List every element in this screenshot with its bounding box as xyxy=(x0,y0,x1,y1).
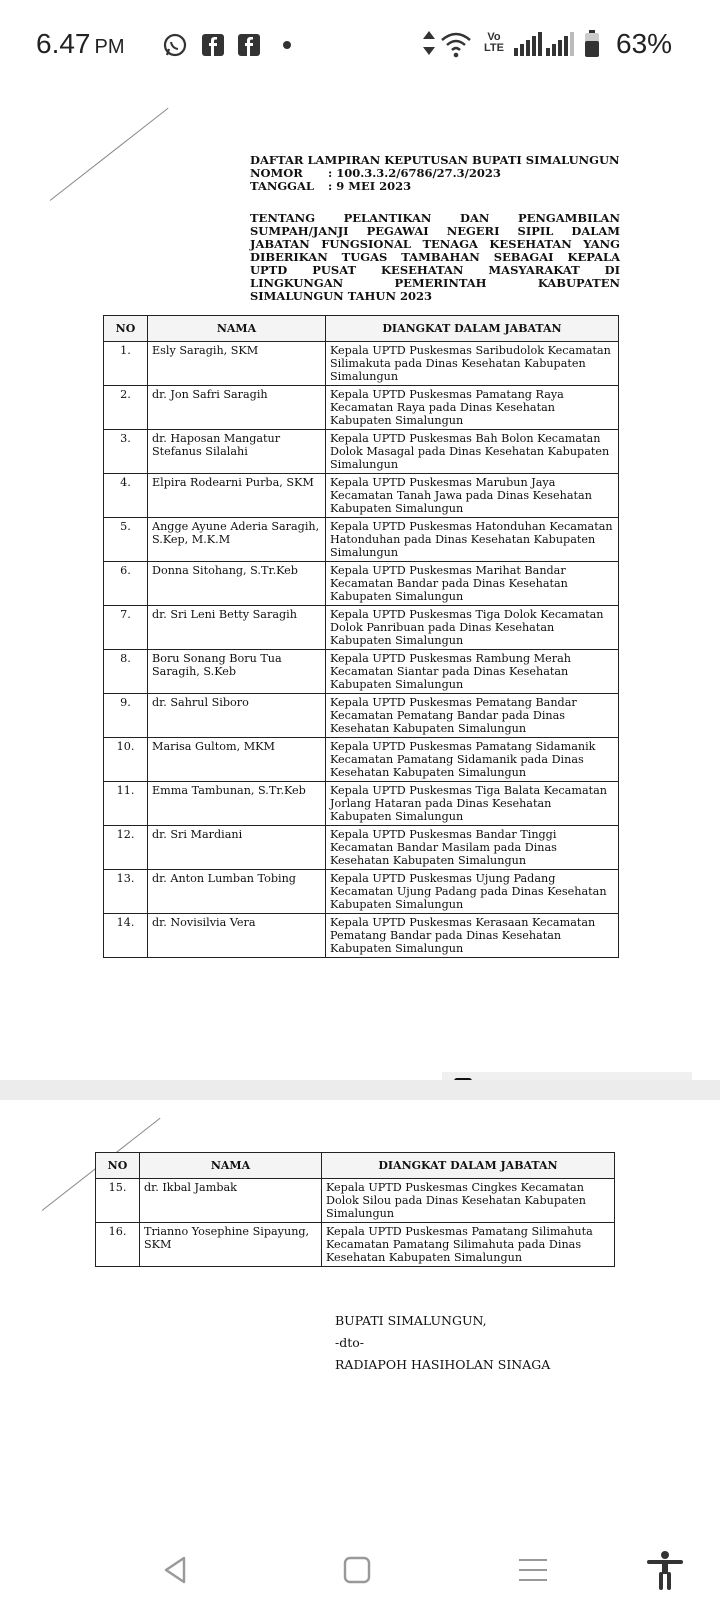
cell-no: 2. xyxy=(104,386,148,430)
cell-no: 9. xyxy=(104,694,148,738)
table-row xyxy=(104,606,619,650)
cell-jabatan: Kepala UPTD Puskesmas Rambung Merah Kecamatan Siantar pada Dinas Kesehatan Kabupaten Simalungun xyxy=(326,650,619,694)
table-row xyxy=(96,1179,615,1223)
table-header-row xyxy=(104,316,619,342)
home-button[interactable] xyxy=(332,1540,382,1600)
cell-no: 15. xyxy=(96,1179,140,1223)
signature-office: BUPATI SIMALUNGUN, xyxy=(335,1313,487,1328)
cell-jabatan: Kepala UPTD Puskesmas Marihat Bandar Kecamatan Bandar pada Dinas Kesehatan Kabupaten Simalungun xyxy=(326,562,619,606)
column-header-nama: NAMA xyxy=(140,1153,322,1179)
cell-jabatan: Kepala UPTD Puskesmas Ujung Padang Kecamatan Ujung Padang pada Dinas Kesehatan Kabupaten Simalungun xyxy=(326,870,619,914)
cell-nama: Angge Ayune Aderia Saragih, S.Kep, M.K.M xyxy=(148,518,326,562)
cell-jabatan: Kepala UPTD Puskesmas Saribudolok Kecamatan Silimakuta pada Dinas Kesehatan Kabupaten Simalungun xyxy=(326,342,619,386)
signal-icon xyxy=(514,32,542,56)
cell-nama: Elpira Rodearni Purba, SKM xyxy=(148,474,326,518)
table-row xyxy=(104,342,619,386)
cell-nama: Donna Sitohang, S.Tr.Keb xyxy=(148,562,326,606)
cell-jabatan: Kepala UPTD Puskesmas Cingkes Kecamatan Dolok Silou pada Dinas Kesehatan Kabupaten Simalungun xyxy=(322,1179,615,1223)
signature-mark: -dto- xyxy=(335,1335,364,1350)
cell-no: 12. xyxy=(104,826,148,870)
cell-jabatan: Kepala UPTD Puskesmas Hatonduhan Kecamatan Hatonduhan pada Dinas Kesehatan Kabupaten Simalungun xyxy=(326,518,619,562)
column-header-jabatan: DIANGKAT DALAM JABATAN xyxy=(322,1153,615,1179)
volte-label: Vo LTE xyxy=(484,31,504,54)
wifi-icon xyxy=(440,30,472,58)
table-row xyxy=(104,562,619,606)
cell-nama: Esly Saragih, SKM xyxy=(148,342,326,386)
status-bar xyxy=(0,0,720,90)
facebook-icon xyxy=(202,34,224,56)
appointment-table-page-1 xyxy=(103,315,619,958)
table-row xyxy=(104,386,619,430)
status-time: 6.47 PM xyxy=(36,28,125,59)
accessibility-button[interactable] xyxy=(640,1540,690,1600)
home-icon xyxy=(343,1556,371,1584)
document-page-1[interactable] xyxy=(0,90,720,1080)
page-gap xyxy=(0,1080,720,1100)
fold-mark xyxy=(50,108,169,201)
document-subject: TENTANG PELANTIKAN DAN PENGAMBILAN SUMPAH/JANJI PEGAWAI NEGERI SIPIL DALAM JABATAN FUNGSIONAL TENAGA KESEHATAN YANG DIBERIKAN TUGAS TAMBAHAN SEBAGAI KEPALA UPTD PUSAT KESEHATAN MASYARAKAT DI LINGKUNGAN PEMERINTAH KABUPATEN SIMALUNGUN TAHUN 2023 xyxy=(250,211,620,303)
cell-no: 13. xyxy=(104,870,148,914)
table-row xyxy=(104,430,619,474)
cell-no: 14. xyxy=(104,914,148,958)
cell-nama: Boru Sonang Boru Tua Saragih, S.Keb xyxy=(148,650,326,694)
cell-jabatan: Kepala UPTD Puskesmas Pamatang Sidamanik Kecamatan Pamatang Sidamanik pada Dinas Kesehatan Kabupaten Simalungun xyxy=(326,738,619,782)
cell-nama: dr. Sri Mardiani xyxy=(148,826,326,870)
document-title: DAFTAR LAMPIRAN KEPUTUSAN BUPATI SIMALUNGUN xyxy=(250,153,620,167)
cell-jabatan: Kepala UPTD Puskesmas Bandar Tinggi Kecamatan Bandar Masilam pada Dinas Kesehatan Kabupaten Simalungun xyxy=(326,826,619,870)
whatsapp-icon xyxy=(162,32,188,58)
column-header-jabatan: DIANGKAT DALAM JABATAN xyxy=(326,316,619,342)
back-button[interactable] xyxy=(150,1540,200,1600)
cell-jabatan: Kepala UPTD Puskesmas Pamatang Raya Kecamatan Raya pada Dinas Kesehatan Kabupaten Simalungun xyxy=(326,386,619,430)
cell-jabatan: Kepala UPTD Puskesmas Bah Bolon Kecamatan Dolok Masagal pada Dinas Kesehatan Kabupaten Simalungun xyxy=(326,430,619,474)
recents-icon xyxy=(519,1557,547,1583)
table-row xyxy=(104,474,619,518)
signature-name: RADIAPOH HASIHOLAN SINAGA xyxy=(335,1357,551,1372)
cell-no: 11. xyxy=(104,782,148,826)
table-row xyxy=(104,870,619,914)
table-header-row xyxy=(96,1153,615,1179)
cell-no: 8. xyxy=(104,650,148,694)
tanggal-row: TANGGAL : 9 MEI 2023 xyxy=(250,179,412,193)
back-icon xyxy=(162,1555,188,1585)
cell-nama: Trianno Yosephine Sipayung, SKM xyxy=(140,1223,322,1267)
cell-nama: dr. Anton Lumban Tobing xyxy=(148,870,326,914)
navigation-bar xyxy=(0,1540,720,1600)
cell-no: 3. xyxy=(104,430,148,474)
table-row xyxy=(104,914,619,958)
cell-no: 16. xyxy=(96,1223,140,1267)
cell-jabatan: Kepala UPTD Puskesmas Kerasaan Kecamatan Pematang Bandar pada Dinas Kesehatan Kabupaten Simalungun xyxy=(326,914,619,958)
cell-nama: dr. Novisilvia Vera xyxy=(148,914,326,958)
cell-nama: Marisa Gultom, MKM xyxy=(148,738,326,782)
cell-nama: dr. Sri Leni Betty Saragih xyxy=(148,606,326,650)
cell-jabatan: Kepala UPTD Puskesmas Tiga Dolok Kecamatan Dolok Panribuan pada Dinas Kesehatan Kabupaten Simalungun xyxy=(326,606,619,650)
signal-icon xyxy=(546,32,574,56)
cell-nama: dr. Ikbal Jambak xyxy=(140,1179,322,1223)
cell-nama: dr. Sahrul Siboro xyxy=(148,694,326,738)
accessibility-icon xyxy=(647,1550,683,1590)
cell-jabatan: Kepala UPTD Puskesmas Tiga Balata Kecamatan Jorlang Hataran pada Dinas Kesehatan Kabupaten Simalungun xyxy=(326,782,619,826)
cell-no: 6. xyxy=(104,562,148,606)
cell-jabatan: Kepala UPTD Puskesmas Pematang Bandar Kecamatan Pematang Bandar pada Dinas Kesehatan Kabupaten Simalungun xyxy=(326,694,619,738)
dot-icon xyxy=(282,40,292,50)
facebook-icon xyxy=(238,34,260,56)
column-header-nama: NAMA xyxy=(148,316,326,342)
signature-block xyxy=(335,1310,550,1376)
table-row xyxy=(104,518,619,562)
battery-percent: 63% xyxy=(616,28,673,59)
column-header-no: NO xyxy=(104,316,148,342)
nomor-row: NOMOR : 100.3.3.2/6786/27.3/2023 xyxy=(250,166,501,180)
recents-button[interactable] xyxy=(508,1540,558,1600)
data-arrows-icon xyxy=(422,30,436,56)
cell-no: 7. xyxy=(104,606,148,650)
cell-no: 1. xyxy=(104,342,148,386)
table-body xyxy=(96,1179,615,1267)
table-row xyxy=(104,826,619,870)
document-page-2[interactable] xyxy=(0,1100,720,1540)
table-row xyxy=(104,738,619,782)
document-header xyxy=(250,154,630,193)
cell-nama: dr. Haposan Mangatur Stefanus Silalahi xyxy=(148,430,326,474)
table-row xyxy=(96,1223,615,1267)
table-row xyxy=(104,694,619,738)
table-row xyxy=(104,650,619,694)
table-body xyxy=(104,342,619,958)
cell-no: 4. xyxy=(104,474,148,518)
cell-no: 5. xyxy=(104,518,148,562)
appointment-table-page-2 xyxy=(95,1152,615,1267)
cell-nama: Emma Tambunan, S.Tr.Keb xyxy=(148,782,326,826)
cell-jabatan: Kepala UPTD Puskesmas Pamatang Silimahuta Kecamatan Pamatang Silimahuta pada Dinas Kesehatan Kabupaten Simalungun xyxy=(322,1223,615,1267)
cell-no: 10. xyxy=(104,738,148,782)
column-header-no: NO xyxy=(96,1153,140,1179)
table-row xyxy=(104,782,619,826)
cell-jabatan: Kepala UPTD Puskesmas Marubun Jaya Kecamatan Tanah Jawa pada Dinas Kesehatan Kabupaten Simalungun xyxy=(326,474,619,518)
cell-nama: dr. Jon Safri Saragih xyxy=(148,386,326,430)
battery-icon xyxy=(584,30,600,58)
